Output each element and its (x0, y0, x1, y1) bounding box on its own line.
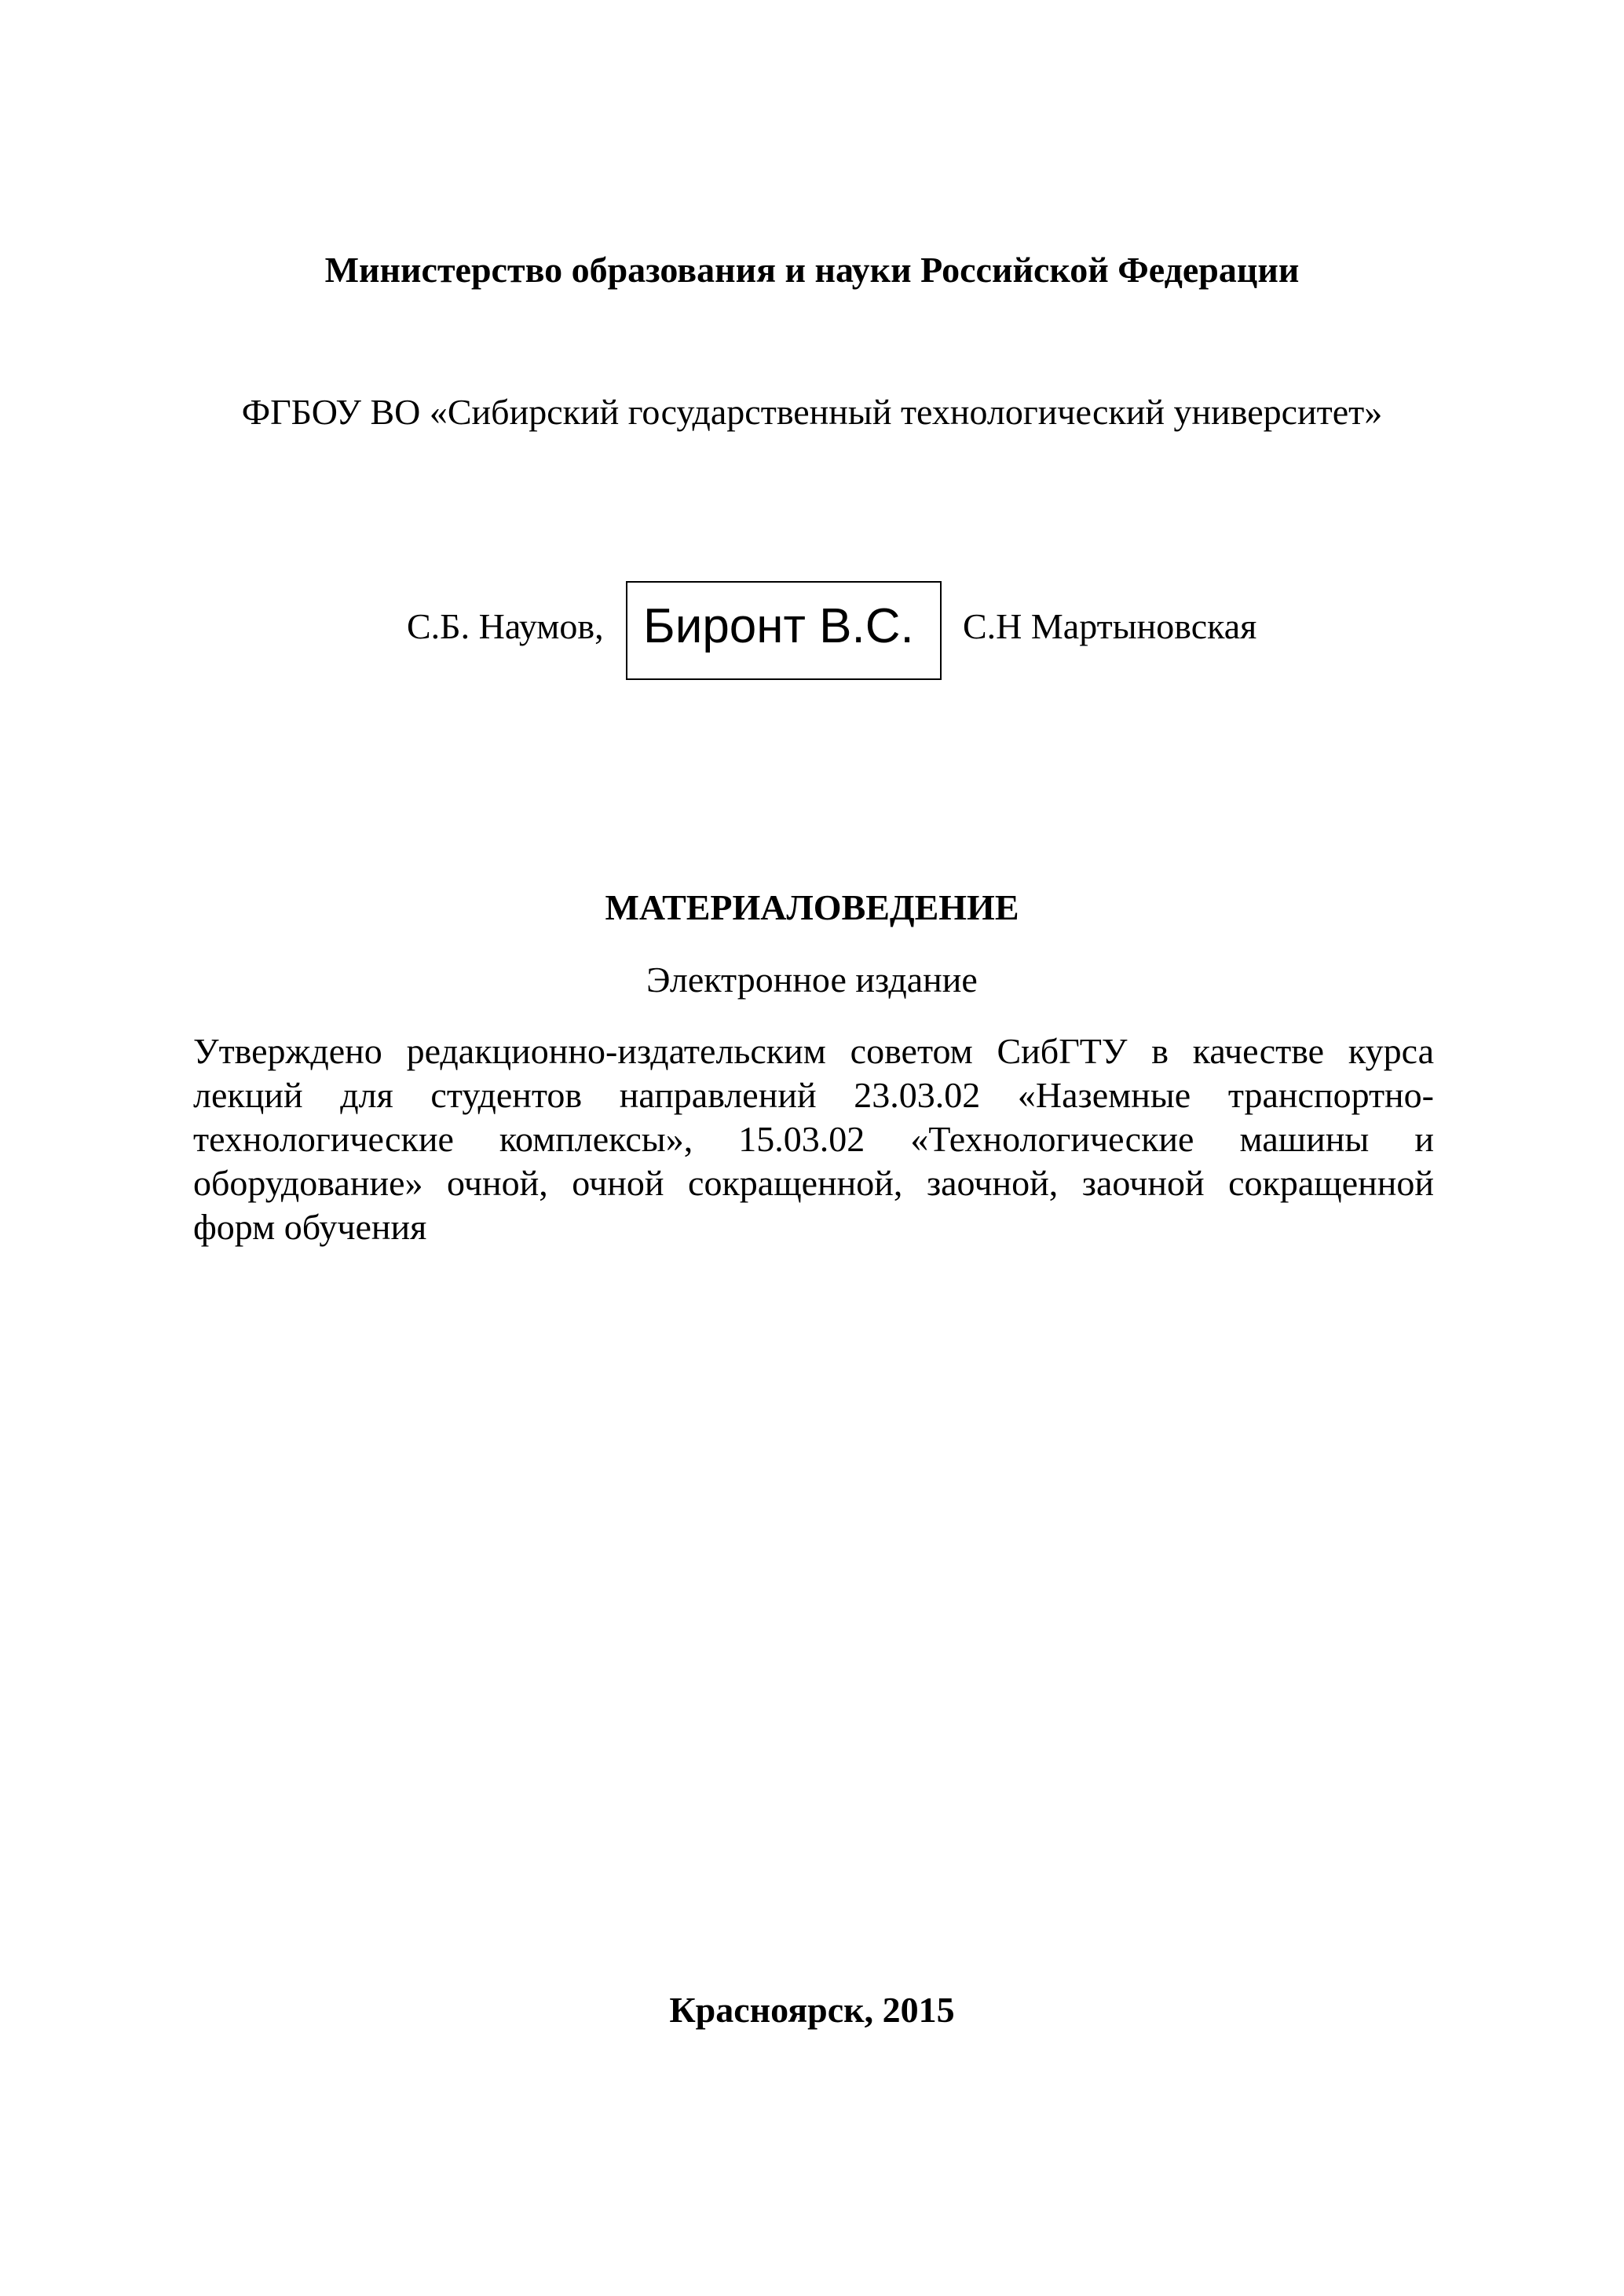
ministry-heading: Министерство образования и науки Российской Федерации (324, 250, 1300, 290)
author-box (626, 581, 942, 680)
author-biront: Биронт В.С. (643, 599, 914, 653)
document-title: МАТЕРИАЛОВЕДЕНИЕ (605, 887, 1019, 927)
university-name: ФГБОУ ВО «Сибирский государственный технологический университет» (241, 392, 1383, 432)
authors-row (0, 581, 1624, 683)
approval-paragraph: Утверждено редакционно-издательским советом СибГТУ в качестве курса лекций для студентов направлений 23.03.02 «Наземные транспортно-технологические комплексы», 15.03.02 «Технологические машины и оборудование» очной, очной сокращенной, заочной, заочной сокращенной форм обучения (193, 1031, 1434, 1247)
edition-label: Электронное издание (646, 960, 978, 1000)
author-naumov: С.Б. Наумов, (407, 606, 604, 646)
author-martynovskaya: С.Н Мартыновская (963, 606, 1257, 646)
city-year: Красноярск, 2015 (669, 1990, 955, 2030)
